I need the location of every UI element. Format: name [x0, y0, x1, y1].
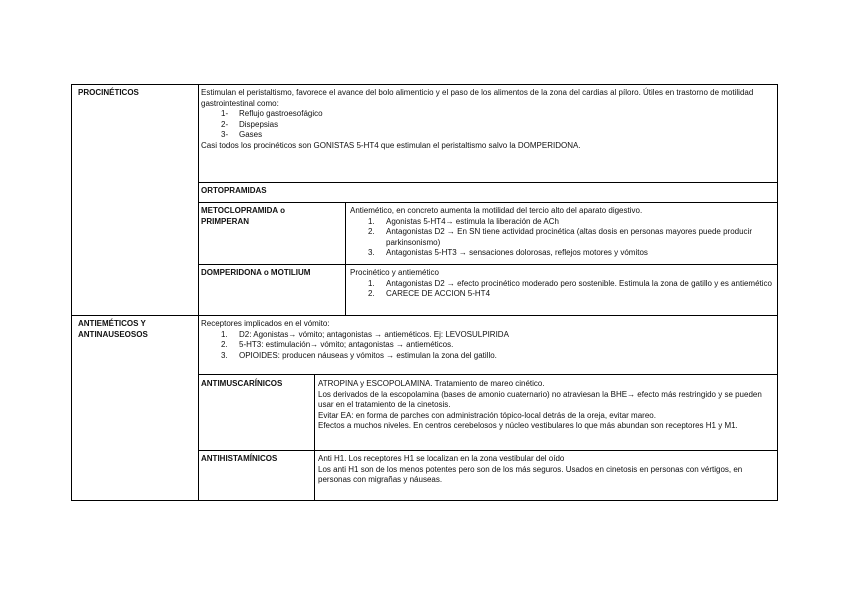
metoclopramida-intro: Antiemético, en concreto aumenta la motilidad del tercio alto del aparato digestivo. — [350, 206, 643, 215]
table-border-bottom — [71, 500, 778, 501]
list-item: 2. Antagonistas D2 → En SN tiene actividad procinética (altas dosis en personas mayores puede producir parkinsonismo) — [368, 227, 752, 247]
domperidona-list — [350, 279, 774, 300]
row-divider-ortopramidas — [198, 182, 778, 183]
row-divider-antiemeticos — [71, 315, 778, 316]
antihistaminicos-label: ANTIHISTAMÍNICOS — [201, 454, 278, 463]
antimuscarinicos-label: ANTIMUSCARÍNICOS — [201, 379, 283, 388]
antimuscarinicos-line: Evitar EA: en forma de parches con administración tópico-local detrás de la oreja, evitar mareo. — [318, 410, 656, 420]
antiemeticos-label: ANTIEMÉTICOS Y ANTINAUSEOSOS — [78, 319, 148, 339]
procineticos-intro: Estimulan el peristaltismo, favorece el avance del bolo alimenticio y el paso de los alimentos de la zona del cardias al píloro. Útiles en trastorno de motilidad gastrointestinal como: — [201, 88, 754, 108]
antimuscarinicos-content — [318, 379, 775, 432]
row-divider-antihistaminicos — [198, 450, 778, 451]
procineticos-note: Casi todos los procinéticos son GONISTAS 5-HT4 que estimulan el peristaltismo salvo la DOMPERIDONA. — [201, 140, 581, 150]
list-item: 1- Reflujo gastroesofágico — [221, 109, 323, 119]
list-item: 2- Dispepsias — [221, 119, 279, 129]
list-item: 1. Agonistas 5-HT4→ estimula la liberación de ACh — [368, 216, 559, 226]
table-border-top — [71, 84, 778, 85]
procineticos-label: PROCINÉTICOS — [78, 88, 139, 97]
row-divider-metoclopramida — [198, 202, 778, 203]
list-item: 2. CARECE DE ACCION 5-HT4 — [368, 289, 491, 299]
antimuscarinicos-line: Efectos a muchos niveles. En centros cerebelosos y núcleo vestibulares lo que más abundan son receptores H1 y M1. — [318, 421, 738, 431]
antiemeticos-intro: Receptores implicados en el vómito: — [201, 319, 330, 328]
col-divider-procineticos-sub — [345, 202, 346, 315]
antimuscarinicos-line: Los derivados de la escopolamina (bases de amonio cuaternario) no atraviesan la BHE→ efecto más restringido y se pueden usar en el tratamiento de la cinetosis. — [318, 389, 762, 410]
antihistaminicos-line: Los anti H1 son de los menos potentes pero son de los más seguros. Usados en cinetosis en personas con vértigos, en personas con migrañas y náuseas. — [318, 464, 743, 485]
list-item: 3. OPIOIDES: producen náuseas y vómitos → estimulan la zona del gatillo. — [221, 350, 497, 360]
ortopramidas-label: ORTOPRAMIDAS — [201, 186, 267, 195]
col-divider-antiemeticos-sub — [314, 374, 315, 501]
domperidona-label: DOMPERIDONA o MOTILIUM — [201, 268, 311, 277]
antihistaminicos-line: Anti H1. Los receptores H1 se localizan en la zona vestibular del oído — [318, 454, 565, 463]
antimuscarinicos-line: ATROPINA y ESCOPOLAMINA. Tratamiento de mareo cinético. — [318, 379, 545, 388]
metoclopramida-list — [350, 217, 774, 259]
domperidona-content — [350, 268, 774, 300]
list-item: 3- Gases — [221, 130, 263, 140]
procineticos-content — [201, 88, 773, 152]
list-item: 2. 5-HT3: estimulación→ vómito; antagonistas → antieméticos. — [221, 340, 454, 350]
col-divider-main — [198, 84, 199, 501]
table-border-right — [777, 84, 778, 501]
table-border-left — [71, 84, 72, 501]
domperidona-intro: Procinético y antiemético — [350, 268, 439, 277]
list-item: 1. Antagonistas D2 → efecto procinético moderado pero sostenible. Estimula la zona de gatillo y es antiemético — [368, 278, 772, 288]
list-item: 3. Antagonistas 5-HT3 → sensaciones dolorosas, reflejos motores y vómitos — [368, 248, 648, 258]
row-divider-antimuscarinicos — [198, 374, 778, 375]
antihistaminicos-content — [318, 454, 775, 486]
antiemeticos-list — [201, 330, 773, 362]
antiemeticos-content — [201, 319, 773, 361]
row-divider-domperidona — [198, 264, 778, 265]
metoclopramida-content — [350, 206, 774, 259]
procineticos-list — [201, 109, 773, 141]
metoclopramida-label: METOCLOPRAMIDA o PRIMPERAN — [201, 206, 285, 226]
list-item: 1. D2: Agonistas→ vómito; antagonistas → antieméticos. Ej: LEVOSULPIRIDA — [221, 329, 509, 339]
